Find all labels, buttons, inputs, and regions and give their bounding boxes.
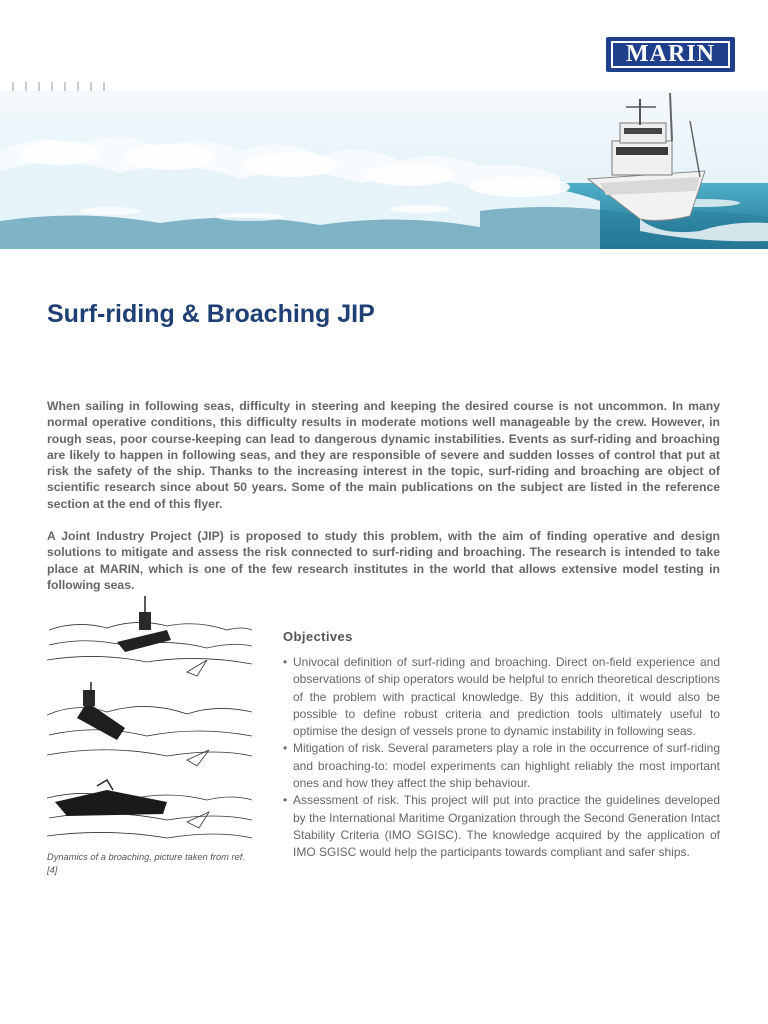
objective-item-assessment: • Assessment of risk. This project will put into practice the guidelines developed by the International Maritime Organization through the Second Generation Intact Stability Criteria (IMO SGISC). The knowledge acquired by the application of IMO SGISC would help the participants towards compliant and safer ships.: [283, 792, 720, 861]
objective-item-mitigation: • Mitigation of risk. Several parameters play a role in the occurrence of surf-riding and broaching-to: model experiments can highlight reliably the most important ones and how they affect the ship behaviour.: [283, 740, 720, 792]
objective-item-definition: • Univocal definition of surf-riding and broaching. Direct on-field experience and observations of ship operators would be helpful to enrich theoretical descriptions of the problem with practical knowledge. By this addition, it would also be possible to define robust criteria and prediction tools ultimately useful to optimise the design of vessels prone to dynamic instability in following seas.: [283, 654, 720, 740]
intro-paragraph-2: A Joint Industry Project (JIP) is proposed to study this problem, with the aim of finding operative and design solutions to mitigate and assess the risk connected to surf-riding and broaching. The research is intended to take place at MARIN, which is one of the few research institutes in the world that allows extensive model testing in following seas.: [47, 529, 720, 592]
logo-text: MARIN: [611, 41, 730, 68]
intro-paragraph-1: When sailing in following seas, difficulty in steering and keeping the desired course is not uncommon. In many normal operative conditions, this difficulty results in moderate motions well manageable by the crew. However, in rough seas, poor course-keeping can lead to dangerous dynamic instabilities. Events as surf-riding and broaching are likely to happen in following seas, and they are responsible of severe and sudden losses of control that put at risk the safety of the ship. Thanks to the increasing interest in the topic, surf-riding and broaching are object of scientific research since about 50 years. Some of the main publications on the subject are listed in the reference section at the end of this flyer.: [47, 399, 720, 511]
banner-image-ship-in-following-seas: [0, 91, 768, 249]
broaching-sketch-figure: [47, 590, 252, 848]
page-title: Surf-riding & Broaching JIP: [47, 300, 375, 328]
marin-logo: [606, 37, 735, 72]
objectives-heading: Objectives: [283, 629, 353, 644]
figure-caption: Dynamics of a broaching, picture taken from ref. [4]: [47, 852, 245, 875]
objectives-list: [283, 654, 720, 862]
